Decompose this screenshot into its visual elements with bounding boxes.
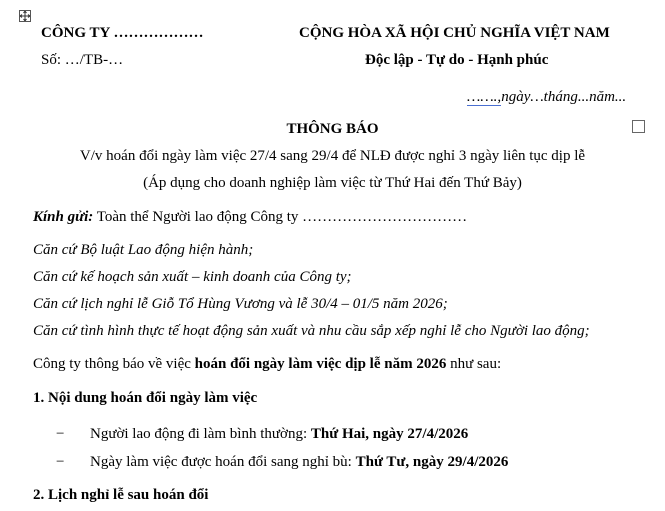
motto: Độc lập - Tự do - Hạnh phúc: [365, 52, 549, 68]
basis-line: Căn cứ Bộ luật Lao động hiện hành;: [33, 242, 254, 258]
date-rest: ngày…tháng...năm...: [501, 89, 627, 105]
section1-heading: 1. Nội dung hoán đổi ngày làm việc: [33, 390, 258, 406]
intro-post: như sau:: [446, 356, 502, 372]
list-item-bold: Thứ Tư, ngày 29/4/2026: [355, 454, 509, 470]
basis-line: Căn cứ kế hoạch sản xuất – kinh doanh của Công ty;: [33, 269, 352, 285]
list-item-bold: Thứ Hai, ngày 27/4/2026: [310, 426, 469, 442]
addressee-label: Kính gửi:: [33, 209, 94, 225]
nation-title: CỘNG HÒA XÃ HỘI CHỦ NGHĨA VIỆT NAM: [299, 25, 610, 41]
list-item: [56, 453, 508, 471]
date-prefix: …….,: [467, 89, 502, 105]
notice-subject: V/v hoán đổi ngày làm việc 27/4 sang 29/4 để NLĐ được nghỉ 3 ngày liên tục dịp lễ: [79, 148, 586, 164]
addressee: [33, 208, 467, 226]
list-item-text: Ngày làm việc được hoán đổi sang nghỉ bù:: [90, 454, 356, 470]
table-move-handle-icon[interactable]: [19, 10, 31, 22]
bullet-dash-icon: −: [56, 426, 65, 442]
notice-scope: (Áp dụng cho doanh nghiệp làm việc từ Thứ Hai đến Thứ Bảy): [143, 175, 522, 191]
intro-pre: Công ty thông báo về việc: [33, 356, 195, 372]
basis-line: Căn cứ tình hình thực tế hoạt động sản xuất và nhu cầu sắp xếp nghỉ lễ cho Người lao động;: [33, 323, 590, 339]
list-item-text: Người lao động đi làm bình thường:: [90, 426, 311, 442]
intro-paragraph: [33, 355, 501, 373]
notice-title: THÔNG BÁO: [286, 121, 379, 137]
basis-line: Căn cứ lịch nghỉ lễ Giỗ Tổ Hùng Vương và lễ 30/4 – 01/5 năm 2026;: [33, 296, 448, 312]
bullet-dash-icon: −: [56, 454, 65, 470]
addressee-text: Toàn thể Người lao động Công ty ……………………………: [93, 209, 468, 225]
date-line: [467, 88, 626, 106]
doc-number: Số: …/TB-…: [41, 52, 124, 68]
company-name: CÔNG TY ………………: [41, 25, 204, 41]
section2-heading: 2. Lịch nghỉ lễ sau hoán đổi: [33, 487, 209, 503]
list-item: [56, 425, 468, 443]
intro-bold: hoán đổi ngày làm việc dịp lễ năm 2026: [194, 356, 447, 372]
